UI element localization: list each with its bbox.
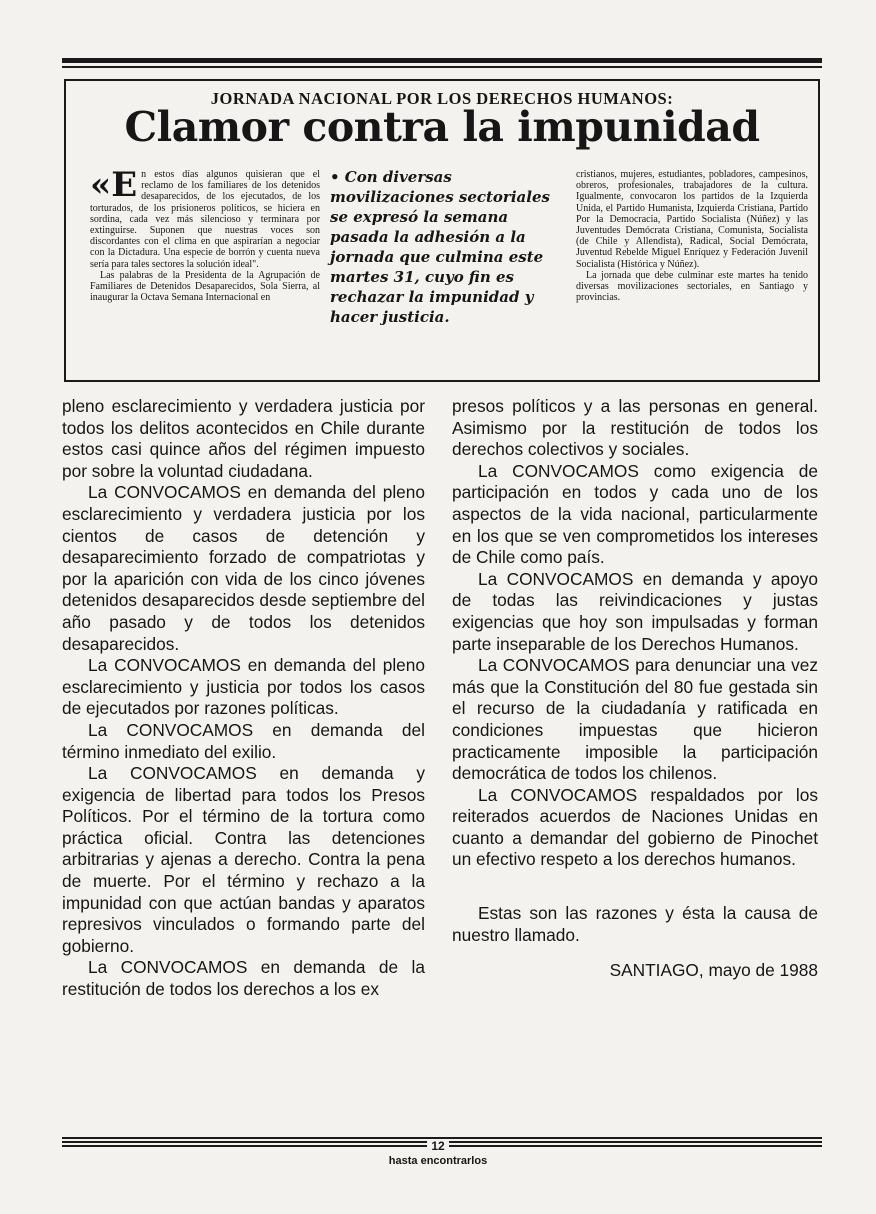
top-rule bbox=[62, 58, 822, 68]
headline: Clamor contra la impunidad bbox=[124, 103, 760, 151]
page-number: 12 bbox=[0, 1139, 876, 1153]
drop-cap: «E bbox=[90, 165, 138, 205]
place-date: SANTIAGO, mayo de 1988 bbox=[609, 960, 818, 981]
body-paragraph: La CONVOCAMOS para denunciar una vez más que la Constitución del 80 fue gestada sin el recurso de la ciudadanía y ratificada en condiciones impuestas que hicieron practicamente imposible la participación democrática de todos los chilenos. bbox=[452, 655, 818, 784]
headline-box bbox=[64, 79, 820, 382]
closing-statement: Estas son las razones y ésta la causa de nuestro llamado. bbox=[452, 903, 818, 945]
intro-column-right bbox=[576, 169, 808, 303]
body-paragraph: La CONVOCAMOS en demanda y apoyo de todas las reivindicaciones y justas exigencias que hoy son impulsadas y forman parte inseparable de los Derechos Humanos. bbox=[452, 568, 818, 654]
intro-paragraph-1: «E n estos días algunos quisieran que el reclamo de los familiares de los detenidos desaparecidos, de los ejecutados, de los torturados, de los prisioneros políticos, se hiciera en sordina, cada vez más silencioso y terminara por extinguirse. Suponen que nuestras voces son discordantes con el clima en que aspirarían a negociar con la Dictadura. Una especie de borrón y cuenta nueva sería para tales sectores la solución ideal". bbox=[90, 165, 320, 270]
body-paragraph: La CONVOCAMOS en demanda del pleno esclarecimiento y justicia por todos los casos de ejecutados por razones políticas. bbox=[62, 655, 425, 719]
body-column-left bbox=[62, 396, 425, 1001]
intro-paragraph-2: Las palabras de la Presidenta de la Agrupación de Familiares de Detenidos Desaparecidos, Sola Sierra, al inaugurar la Octava Semana Internacional en bbox=[90, 269, 320, 304]
body-paragraph: La CONVOCAMOS como exigencia de participación en todos y cada uno de los aspectos de la vida nacional, particularmente en los que se ven comprometidos los intereses de Chile como país. bbox=[452, 460, 818, 568]
kicker: JORNADA NACIONAL POR LOS DERECHOS HUMANOS: bbox=[210, 89, 674, 108]
footer-title: hasta encontrarlos bbox=[388, 1155, 488, 1167]
body-paragraph: presos políticos y a las personas en general. Asimismo por la restitución de todos los derechos colectivos y sociales. bbox=[452, 396, 818, 460]
intro-column-left bbox=[90, 165, 320, 304]
body-paragraph: La CONVOCAMOS en demanda del pleno esclarecimiento y verdadera justicia por los cientos de casos de detención y desaparecimiento forzado de compatriotas y por la aparición con vida de los cinco jóvenes detenidos desaparecidos desde septiembre del año pasado y de todos los detenidos desaparecidos. bbox=[62, 482, 425, 654]
body-paragraph: La CONVOCAMOS respaldados por los reiterados acuerdos de Naciones Unidas en cuanto a demandar del gobierno de Pinochet un efectivo respeto a los derechos humanos. bbox=[452, 784, 818, 870]
body-paragraph: La CONVOCAMOS en demanda de la restitución de todos los derechos a los ex bbox=[62, 957, 425, 1000]
body-paragraph: La CONVOCAMOS en demanda y exigencia de libertad para todos los Presos Políticos. Por el término de la tortura como práctica oficial. Contra las detenciones arbitrarias y ajenas a derecho. Contra la pena de muerte. Por el término y rechazo a la impunidad con que actúan bandas y aparatos represivos vinculados o formando parte del gobierno. bbox=[62, 763, 425, 956]
body-paragraph: La CONVOCAMOS en demanda del término inmediato del exilio. bbox=[62, 719, 425, 762]
body-column-right bbox=[452, 396, 818, 982]
intro-right-paragraph-1: cristianos, mujeres, estudiantes, pobladores, campesinos, obreros, profesionales, trabajadores de la cultura. Igualmente, convocaron los partidos de la Izquierda Unida, el Partido Humanista, Izquierda Cristiana, Partido Por la Democracia, Partido Socialista (Núñez) y las Juventudes Demócrata Cristiana, Comunista, Socialista (de Chile y Allendista), Radical, Social Demócrata, Juventud Rebelde Miguel Enríquez y Federación Juvenil Socialista (Histórica y Núñez). bbox=[576, 169, 808, 270]
intro-right-paragraph-2: La jornada que debe culminar este martes ha tenido diversas movilizaciones sectoriales, en Santiago y provincias. bbox=[576, 269, 808, 304]
body-paragraph: pleno esclarecimiento y verdadera justicia por todos los delitos acontecidos en Chile durante estos casi quince años del régimen impuesto por sobre la voluntad ciudadana. bbox=[62, 396, 425, 481]
pull-quote: • Con diversas movilizaciones sectoriales se expresó la semana pasada la adhesión a la jornada que culmina este martes 31, cuyo fin es rechazar la impunidad y hacer justicia. bbox=[330, 168, 550, 326]
